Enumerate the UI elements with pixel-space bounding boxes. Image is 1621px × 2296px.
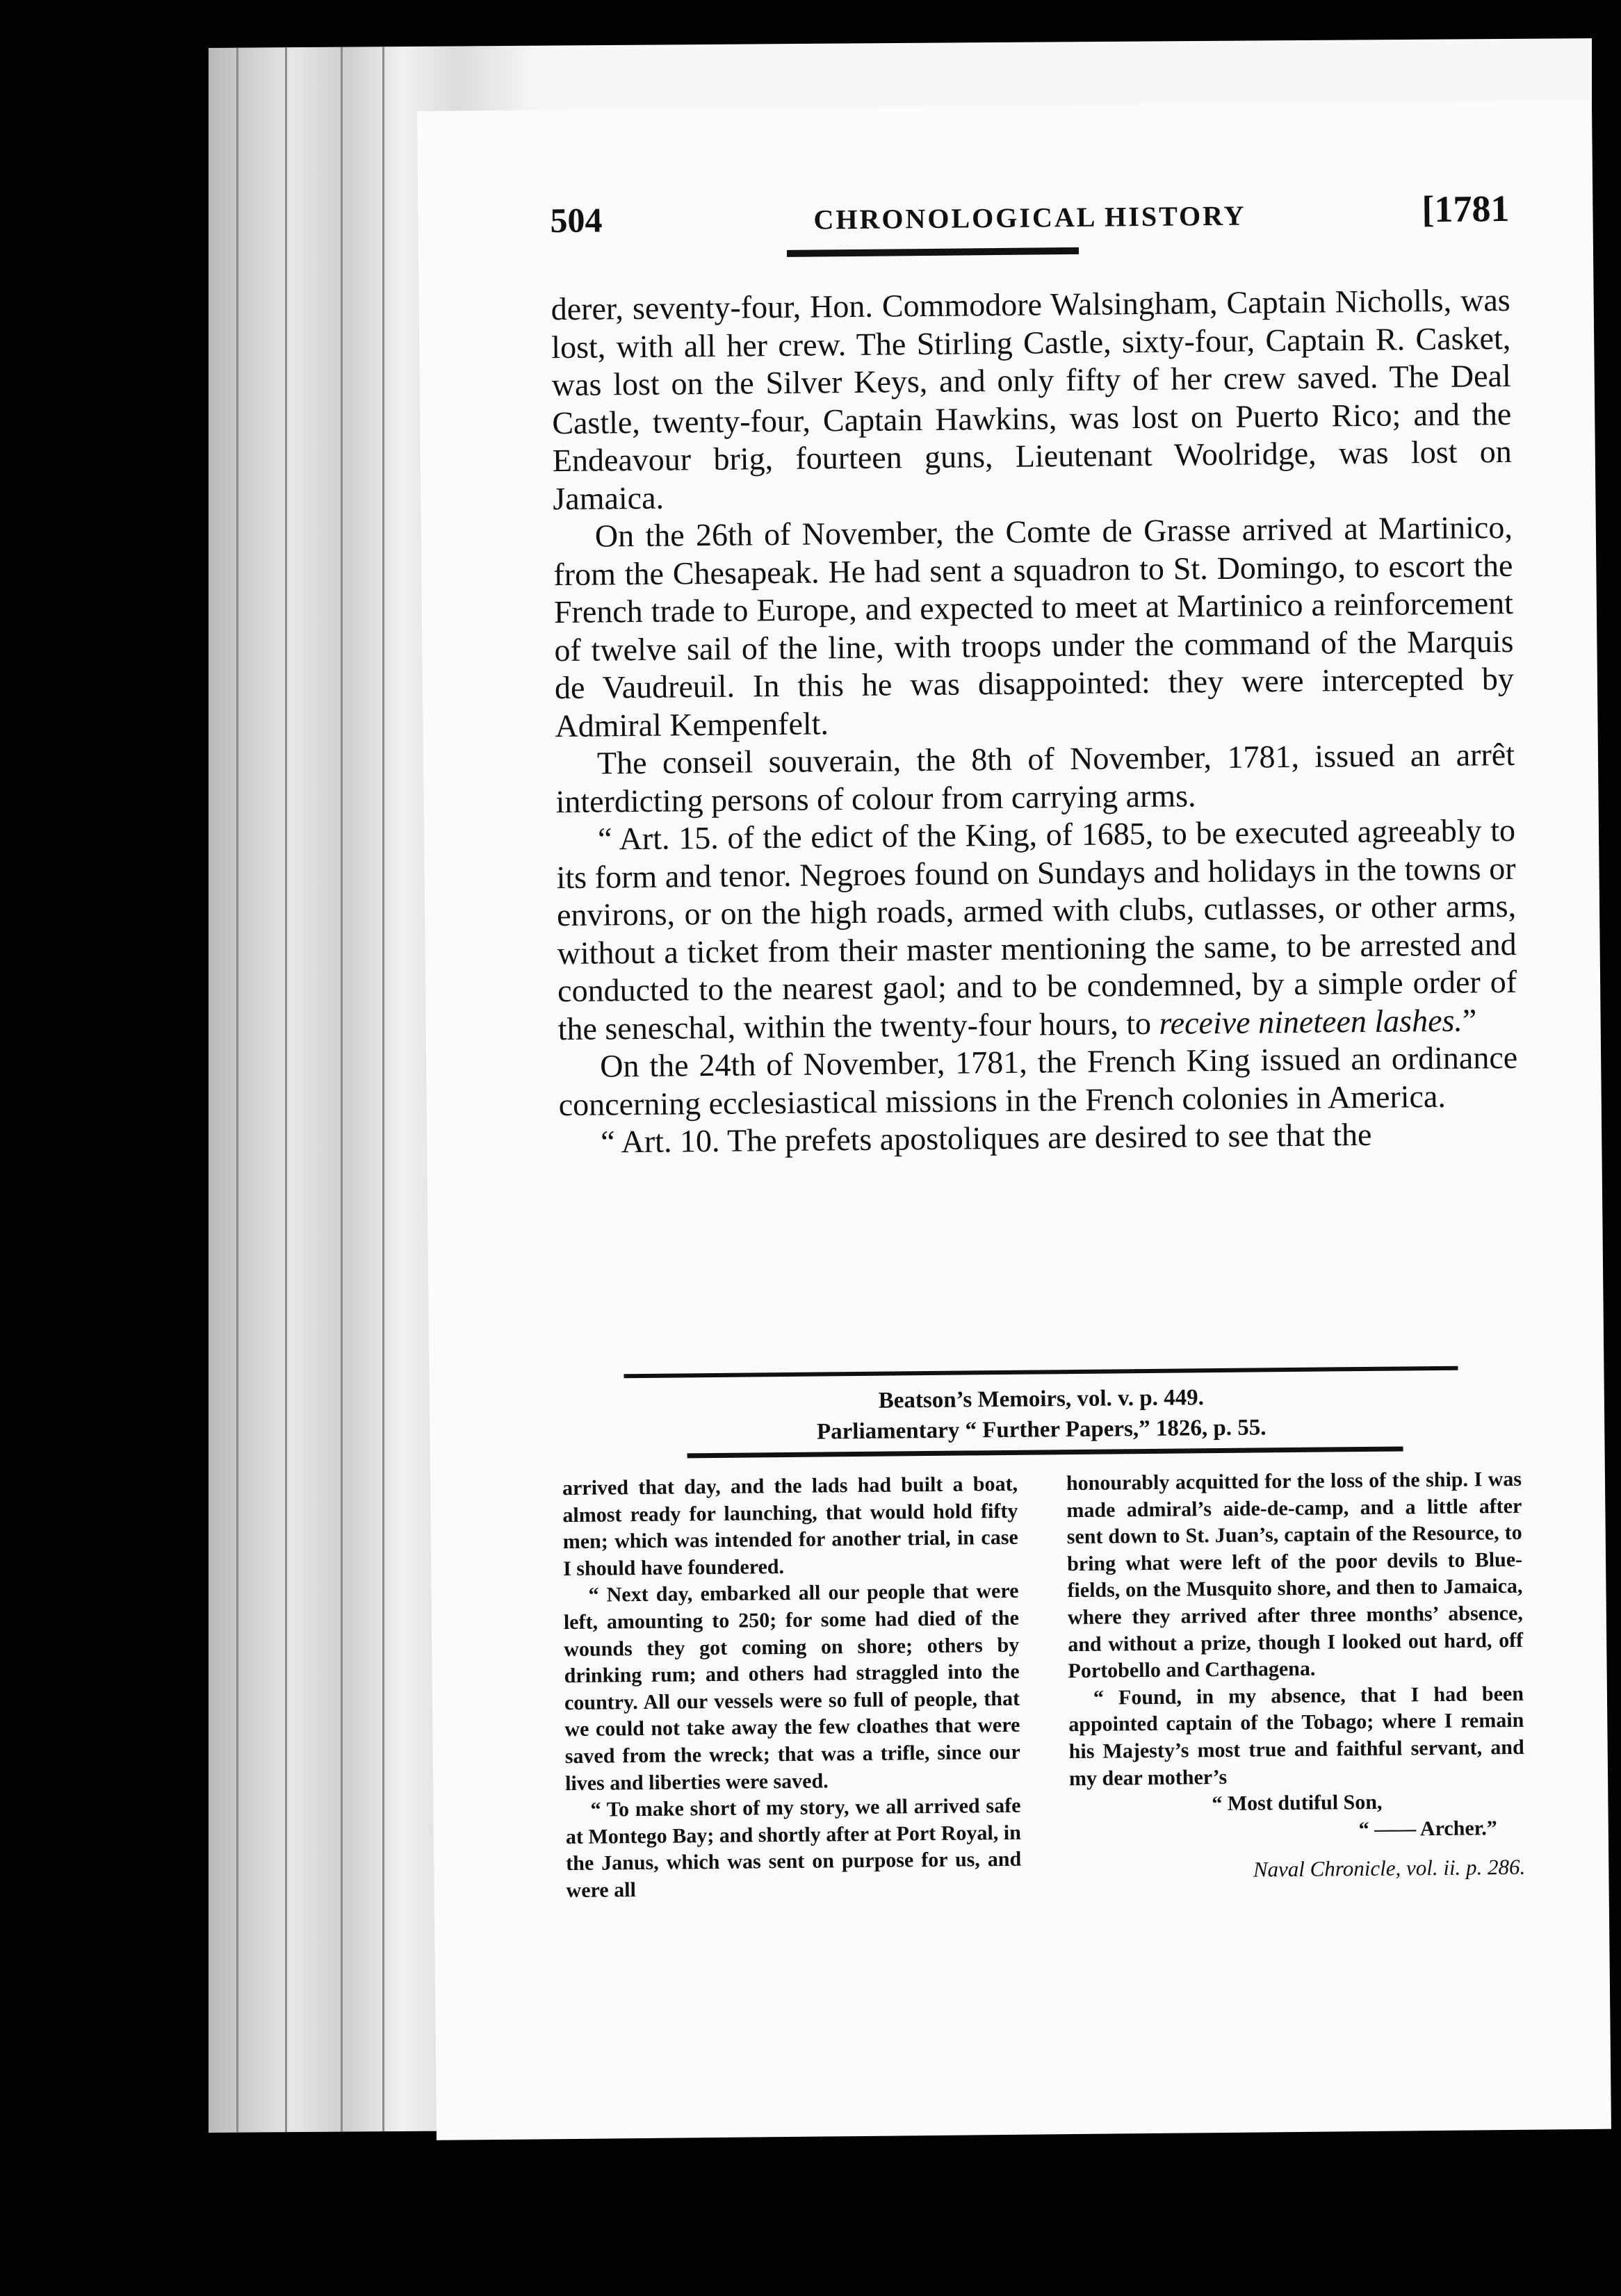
footnote-paragraph: honourably acquitted for the loss of the ship. I was made admiral’s aide-de-camp, and a little after sent down to St. Juan’s, captain of the Resource, to bring what were left of the poor devils to Blue-fields, on the Musquito shore, and then to Jamaica, where they arrived after three months’ absence, and without a prize, though I looked out hard, off Portobello and Carthagena.	[1066, 1467, 1524, 1683]
running-title: CHRONOLOGICAL HISTORY	[813, 199, 1246, 236]
footnote-paragraph: “ To make short of my story, we all arrived safe at Montego Bay; and shortly after at Port Royal, in the Janus, which was sent on purpose for us, and were all	[565, 1794, 1022, 1902]
paragraph: On the 26th of November, the Comte de Grasse arrived at Martinico, from the Chesapeak. He had sent a squadron to St. Domingo, to escort the French trade to Europe, and expected to meet at Martinico a reinforcement of twelve sail of the line, with troops under the command of the Marquis de Vaudreuil. In this he was disappointed: they were intercepted by Admiral Kempenfelt.	[553, 509, 1515, 744]
page-edge-line	[341, 47, 343, 2132]
page-header	[550, 187, 1510, 256]
quote-close: ”	[1462, 1001, 1477, 1038]
quote-italic: receive nineteen lashes.	[1159, 1002, 1463, 1041]
footnote-columns	[562, 1466, 1526, 1905]
sources-top-rule	[624, 1366, 1458, 1379]
paragraph: derer, seventy-four, Hon. Commodore Walsingham, Captain Nicholls, was lost, with all her crew. The Stirling Castle, sixty-four, Captain R. Casket, was lost on the Silver Keys, and only fifty of her crew saved. The Deal Castle, twenty-four, Captain Hawkins, was lost on Puerto Rico; and the Endeavour brig, fourteen guns, Lieutenant Woolridge, was lost on Jamaica.	[551, 281, 1513, 516]
citation: Naval Chronicle, vol. ii. p. 286.	[1253, 1855, 1526, 1882]
paragraph: “ Art. 10. The prefets apostoliques are desired to see that the	[601, 1116, 1372, 1160]
footnote-column-left	[562, 1471, 1022, 1905]
quoted-article	[556, 812, 1517, 1048]
year-heading: [1781	[1422, 187, 1510, 231]
sources	[562, 1379, 1522, 1450]
source-line: Parliamentary “ Further Papers,” 1826, p. 55.	[816, 1415, 1266, 1445]
paragraph: On the 24th of November, 1781, the French King issued an ordinance concerning ecclesiastical missions in the French colonies in America.	[558, 1039, 1518, 1122]
page-edge-line	[285, 47, 287, 2132]
page-edge-line	[236, 48, 238, 2133]
paragraph: The conseil souverain, the 8th of November, 1781, issued an arrêt interdicting persons of colour from carrying arms.	[555, 736, 1515, 819]
quote-text: “ Art. 15. of the edict of the King, of 1685, to be executed agreeably to its form and tenor. Negroes found on Sundays and holidays in the towns or environs, or on the high roads, armed with clubs, cutlasses, or other arms, without a ticket from their master mentioning the same, to be arrested and conducted to the nearest gaol; and to be condemned, by a simple order of the seneschal, within the twenty-four hours, to	[556, 812, 1517, 1047]
main-text	[551, 281, 1518, 1162]
page-number: 504	[550, 200, 603, 240]
footnote-paragraph: arrived that day, and the lads had built a boat, almost ready for launching, that would hold fifty men; which was intended for another trial, in case I should have foundered.	[562, 1472, 1018, 1580]
footnote-column-right	[1066, 1466, 1526, 1900]
footnote-paragraph: “ Next day, embarked all our people that were left, amounting to 250; for some had died of the wounds they got coming on shore; others by drinking rum; and others had straggled into the country. All our vessels were so full of people, that we could not take away the few cloathes that were saved from the wreck; that was a trifle, since our lives and liberties were saved.	[563, 1580, 1020, 1795]
sources-bottom-rule	[687, 1446, 1403, 1458]
book-page	[417, 100, 1611, 2140]
footnote-paragraph: “ Found, in my absence, that I had been appointed captain of the Tobago; where I remain his Majesty’s most true and faithful servant, and my dear mother’s	[1068, 1682, 1524, 1790]
page-edge-line	[382, 47, 384, 2131]
signature: “ —— Archer.”	[1358, 1816, 1497, 1841]
signoff: “ Most dutiful Son,	[1212, 1790, 1383, 1816]
source-line: Beatson’s Memoirs, vol. v. p. 449.	[878, 1385, 1205, 1413]
